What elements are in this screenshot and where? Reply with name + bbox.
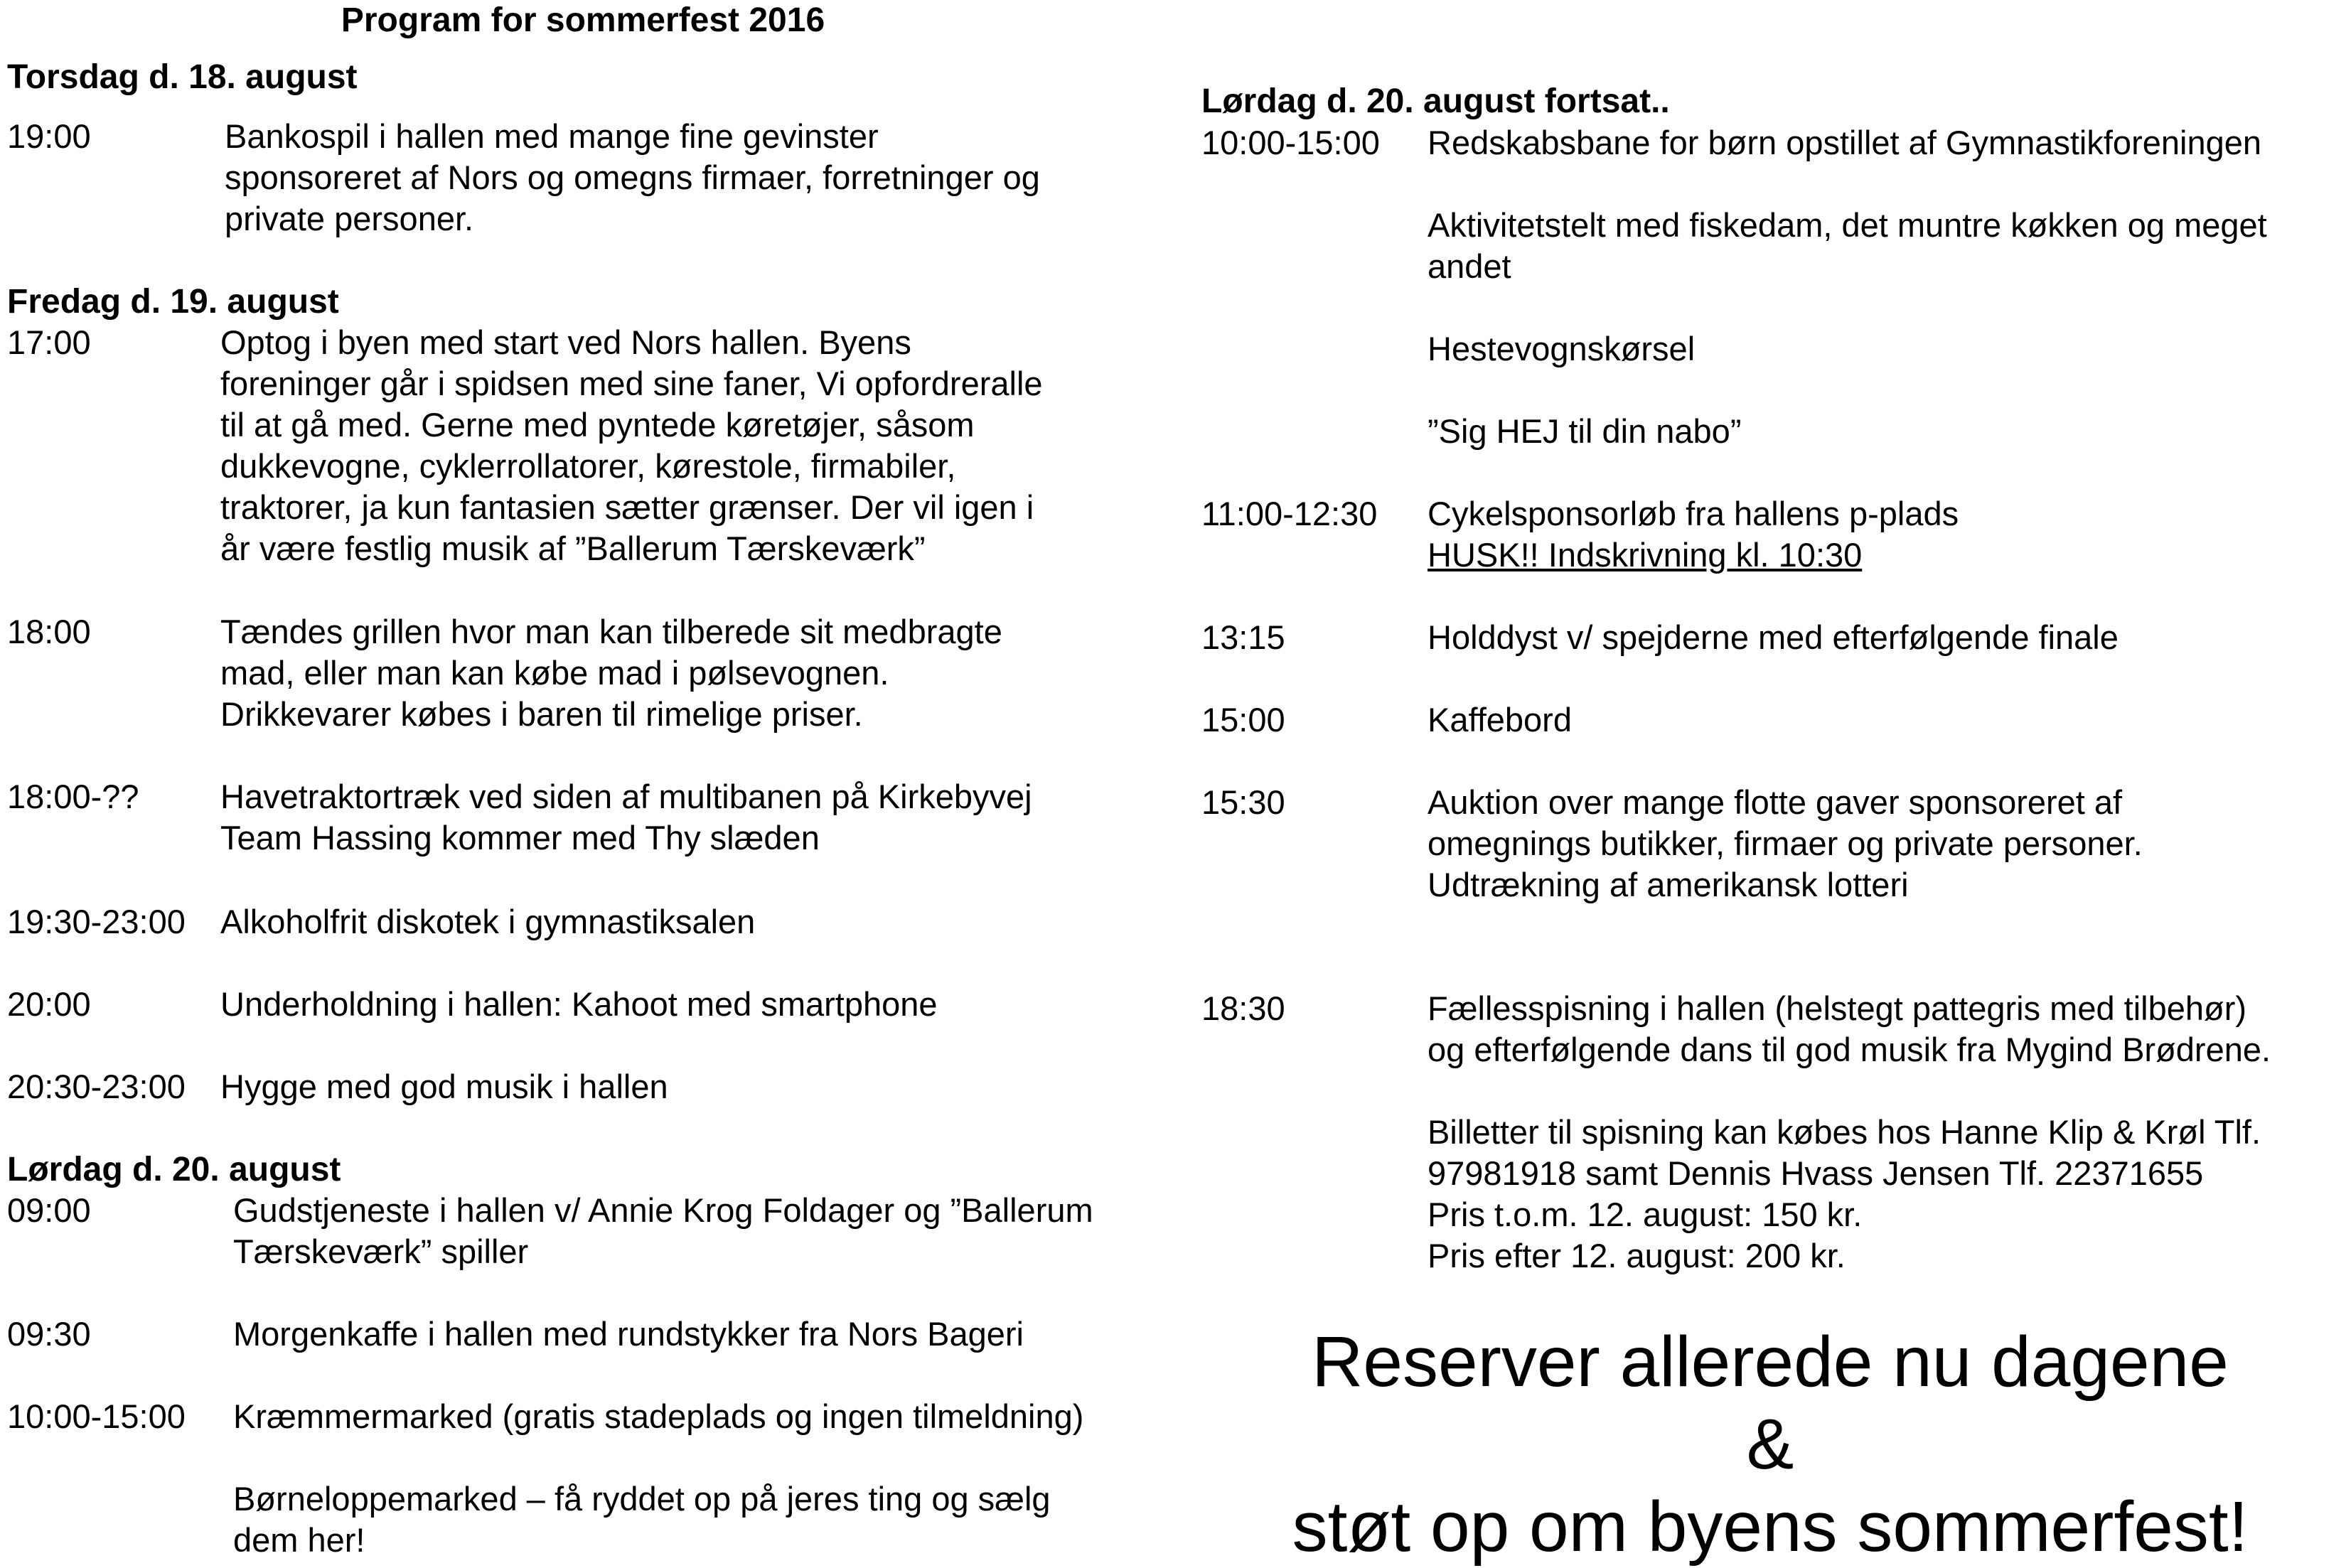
- entry-description: Underholdning i hallen: Kahoot med smartphone: [220, 985, 938, 1023]
- entry-description: Optog i byen med start ved Nors hallen. Byens foreninger går i spidsen med sine faner, Vi opfordreralle til at gå med. Gerne med pyntede køretøjer, såsom dukkevogne, cyklerrollatorer, kørestole, firmabiler, traktorer, ja kun fantasien sætter grænser. Der vil igen i år være festlig musik af ”Ballerum Tærskeværk”: [220, 323, 1043, 567]
- slogan-line-2: støt op om byens sommerfest!: [1292, 1487, 2249, 1567]
- entry-description: Alkoholfrit diskotek i gymnastiksalen: [220, 903, 756, 940]
- entry-time: 19:30-23:00: [7, 903, 186, 940]
- slogan-line-1: Reserver allerede nu dagene: [1312, 1322, 2229, 1402]
- entry-time: 19:00: [7, 117, 91, 155]
- entry-time: 17:00: [7, 323, 91, 361]
- entry-time: 10:00-15:00: [7, 1397, 186, 1435]
- day-heading-friday: Fredag d. 19. august: [7, 283, 339, 321]
- day-heading-saturday-continued: Lørdag d. 20. august fortsat..: [1201, 82, 1670, 120]
- entry-time: 09:30: [7, 1315, 91, 1353]
- entry-time: 10:00-15:00: [1201, 124, 1380, 161]
- entry-description: Redskabsbane for børn opstillet af Gymnastikforeningen: [1428, 124, 2262, 161]
- entry-description: ”Sig HEJ til din nabo”: [1428, 412, 1742, 450]
- entry-time: 18:30: [1201, 989, 1285, 1027]
- entry-time: 20:00: [7, 985, 91, 1023]
- entry-description: Fællesspisning i hallen (helstegt pattegris med tilbehør) og efterfølgende dans til god musik fra Mygind Brødrene.: [1428, 989, 2271, 1068]
- entry-description: Hygge med god musik i hallen: [220, 1068, 668, 1105]
- slogan-ampersand: &: [1746, 1405, 1794, 1484]
- entry-description: Holddyst v/ spejderne med efterfølgende finale: [1428, 618, 2119, 656]
- day-heading-thursday: Torsdag d. 18. august: [7, 58, 358, 96]
- entry-description: Børneloppemarked – få ryddet op på jeres ting og sælg dem her!: [233, 1480, 1051, 1559]
- page-title: Program for sommerfest 2016: [341, 1, 825, 39]
- entry-time: 18:00-??: [7, 778, 139, 815]
- entry-time: 09:00: [7, 1191, 91, 1229]
- day-heading-saturday: Lørdag d. 20. august: [7, 1151, 341, 1188]
- entry-time: 20:30-23:00: [7, 1068, 186, 1105]
- entry-time: 18:00: [7, 613, 91, 650]
- entry-description: Kræmmermarked (gratis stadeplads og ingen tilmeldning): [233, 1397, 1084, 1435]
- entry-description: Auktion over mange flotte gaver sponsoreret af omegnings butikker, firmaer og private personer. Udtrækning af amerikansk lotteri: [1428, 783, 2143, 903]
- entry-description: Kaffebord: [1428, 701, 1572, 739]
- entry-description: Aktivitetstelt med fiskedam, det muntre køkken og meget andet: [1428, 206, 2267, 285]
- entry-time: 13:15: [1201, 618, 1285, 656]
- entry-description: Hestevognskørsel: [1428, 330, 1696, 367]
- entry-description: Bankospil i hallen med mange fine gevinster sponsoreret af Nors og omegns firmaer, forretninger og private personer.: [225, 117, 1040, 237]
- entry-description: Havetraktortræk ved siden af multibanen på Kirkebyvej Team Hassing kommer med Thy slæden: [220, 778, 1032, 857]
- entry-time: 15:00: [1201, 701, 1285, 739]
- registration-note: HUSK!! Indskrivning kl. 10:30: [1428, 536, 1863, 574]
- entry-description: Cykelsponsorløb fra hallens p-plads: [1428, 495, 1959, 532]
- entry-description: Morgenkaffe i hallen med rundstykker fra Nors Bageri: [233, 1315, 1024, 1353]
- entry-time: 11:00-12:30: [1201, 495, 1378, 532]
- entry-time: 15:30: [1201, 783, 1285, 821]
- entry-description: Gudstjeneste i hallen v/ Annie Krog Foldager og ”Ballerum Tærskeværk” spiller: [233, 1191, 1093, 1270]
- entry-description: Tændes grillen hvor man kan tilberede sit medbragte mad, eller man kan købe mad i pølsevognen. Drikkevarer købes i baren til rimelige priser.: [220, 613, 1002, 733]
- entry-description: Billetter til spisning kan købes hos Hanne Klip & Krøl Tlf. 97981918 samt Dennis Hvass Jensen Tlf. 22371655 Pris t.o.m. 12. august: 150 kr. Pris efter 12. august: 200 kr.: [1428, 1113, 2261, 1274]
